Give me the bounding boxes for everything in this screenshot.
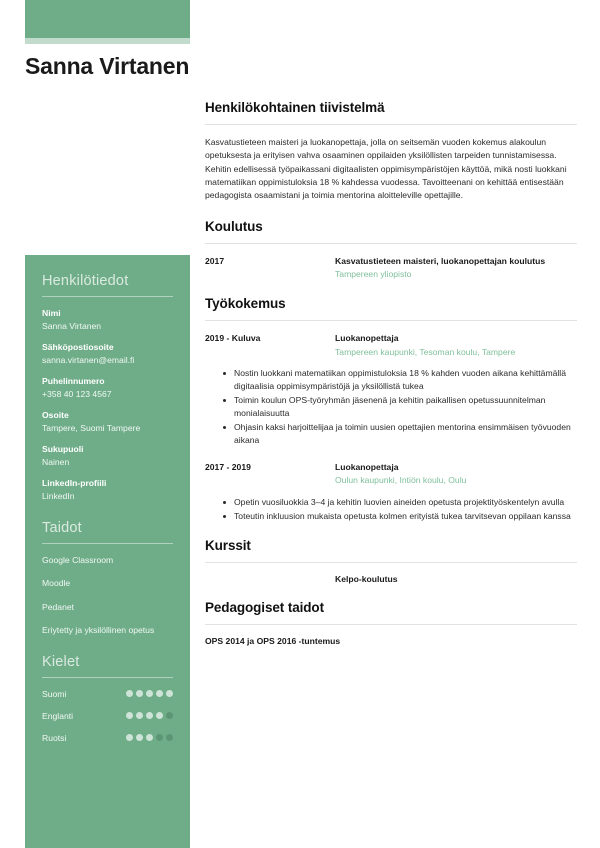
list-item bbox=[42, 689, 173, 699]
entry-subtitle: Tampereen kaupunki, Tesoman koulu, Tampere bbox=[335, 346, 516, 357]
level-dot-filled bbox=[166, 690, 173, 697]
experience-entry bbox=[205, 461, 577, 487]
list-item: Pedanet bbox=[42, 601, 75, 612]
level-dot-empty bbox=[156, 734, 163, 741]
entry-title: Luokanopettaja bbox=[335, 333, 399, 344]
sidebar-heading-languages: Kielet bbox=[42, 653, 80, 670]
contact-item-nimi bbox=[42, 308, 173, 332]
sidebar-divider-languages bbox=[42, 677, 173, 678]
contact-item-address bbox=[42, 410, 173, 434]
contact-label: Puhelinnumero bbox=[42, 376, 105, 387]
contact-label: Nimi bbox=[42, 308, 61, 318]
level-dot-filled bbox=[136, 690, 143, 697]
contact-label: Sähköpostiosoite bbox=[42, 342, 114, 353]
level-dot-filled bbox=[146, 712, 153, 719]
entry-date: 2017 - 2019 bbox=[205, 461, 251, 472]
level-dot-empty bbox=[166, 712, 173, 719]
main-content bbox=[205, 100, 577, 662]
level-dot-filled bbox=[146, 690, 153, 697]
section-pedagogy bbox=[205, 600, 577, 646]
contact-value[interactable]: sanna.virtanen@email.fi bbox=[42, 354, 135, 365]
list-item: Toimin koulun OPS-työryhmän jäsenenä ja kehitin paikallisen opetussuunnitelman monialaisuutta bbox=[223, 394, 577, 420]
level-dot-filled bbox=[136, 712, 143, 719]
header-accent-bar bbox=[25, 0, 190, 38]
entry-body bbox=[335, 255, 577, 281]
list-item bbox=[42, 733, 173, 743]
entry-body bbox=[335, 461, 577, 487]
section-summary bbox=[205, 100, 577, 203]
contact-label: Sukupuoli bbox=[42, 444, 84, 455]
section-divider bbox=[205, 562, 577, 563]
entry-subtitle: Tampereen yliopisto bbox=[335, 268, 412, 279]
language-level-dots bbox=[126, 734, 173, 741]
language-level-dots bbox=[126, 690, 173, 697]
list-item bbox=[42, 711, 173, 721]
education-entry bbox=[205, 255, 577, 281]
summary-text: Kasvatustieteen maisteri ja luokanopettaja, jolla on seitsemän vuoden kokemus alakoulun opetuksesta ja erityisen vahva osaaminen oppilaiden yksilöllisten tarpeiden tunnistamisessa. Kehitin edellisessä työpaikassani digitaalisten oppimisympäristöjen käyttöä, mikä nosti luokkani matematiikan oppimistuloksia 18 % kahdessa vuodessa. Tavoitteenani on kehittää entisestään pedagogista osaamistani ja toimia mentorina aloitteleville opettajille. bbox=[205, 137, 567, 201]
contact-label: Osoite bbox=[42, 410, 69, 421]
course-entry: Kelpo-koulutus bbox=[335, 574, 398, 585]
list-item: Toteutin inkluusion mukaista opetusta kolmen erityistä tukea tarvitsevan oppilaan kanssa bbox=[223, 510, 577, 523]
entry-body bbox=[335, 332, 577, 358]
language-level-dots bbox=[126, 712, 173, 719]
sidebar bbox=[25, 255, 190, 848]
header-accent-underline bbox=[25, 38, 190, 44]
section-title-pedagogy: Pedagogiset taidot bbox=[205, 600, 324, 616]
list-item: Eriytetty ja yksilöllinen opetus bbox=[42, 624, 155, 635]
section-divider bbox=[205, 243, 577, 244]
sidebar-section-skills bbox=[42, 520, 173, 636]
level-dot-filled bbox=[156, 690, 163, 697]
contact-item-linkedin bbox=[42, 478, 173, 502]
level-dot-empty bbox=[166, 734, 173, 741]
sidebar-section-personal bbox=[42, 273, 173, 502]
contact-value: Tampere, Suomi Tampere bbox=[42, 422, 141, 433]
section-experience bbox=[205, 296, 577, 522]
level-dot-filled bbox=[156, 712, 163, 719]
list-item: Opetin vuosiluokkia 3–4 ja kehitin luovien aineiden opetusta projektityöskentelyn avulla bbox=[223, 496, 577, 509]
sidebar-section-languages bbox=[42, 654, 173, 743]
section-divider bbox=[205, 124, 577, 125]
level-dot-filled bbox=[126, 712, 133, 719]
language-name: Suomi bbox=[42, 688, 67, 699]
section-title-experience: Työkokemus bbox=[205, 296, 286, 312]
contact-item-phone bbox=[42, 376, 173, 400]
sidebar-divider-skills bbox=[42, 543, 173, 544]
pedagogy-entry: OPS 2014 ja OPS 2016 -tuntemus bbox=[205, 636, 341, 647]
page-title: Sanna Virtanen bbox=[25, 53, 190, 79]
contact-item-email bbox=[42, 342, 173, 366]
section-title-summary: Henkilökohtainen tiivistelmä bbox=[205, 100, 385, 115]
entry-title: Luokanopettaja bbox=[335, 461, 399, 472]
list-item: Ohjasin kaksi harjoittelijaa ja toimin uusien opettajien mentorina ensimmäisen työvuoden aikana bbox=[223, 421, 577, 447]
entry-date: 2017 bbox=[205, 255, 225, 266]
language-name: Englanti bbox=[42, 710, 74, 721]
level-dot-filled bbox=[136, 734, 143, 741]
sidebar-heading-skills: Taidot bbox=[42, 520, 82, 537]
entry-subtitle: Oulun kaupunki, Intiön koulu, Oulu bbox=[335, 474, 467, 485]
language-name: Ruotsi bbox=[42, 732, 67, 743]
contact-label: LinkedIn-profiili bbox=[42, 478, 107, 489]
section-title-courses: Kurssit bbox=[205, 538, 251, 554]
level-dot-filled bbox=[126, 690, 133, 697]
experience-bullets bbox=[223, 496, 577, 523]
list-item: Moodle bbox=[42, 578, 71, 589]
experience-bullets bbox=[223, 367, 577, 446]
experience-entry bbox=[205, 332, 577, 358]
sidebar-divider-personal bbox=[42, 296, 173, 297]
section-education bbox=[205, 219, 577, 281]
level-dot-filled bbox=[146, 734, 153, 741]
sidebar-heading-personal: Henkilötiedot bbox=[42, 273, 129, 289]
contact-value: +358 40 123 4567 bbox=[42, 388, 112, 399]
entry-title: Kasvatustieteen maisteri, luokanopettajan koulutus bbox=[335, 255, 546, 266]
section-divider bbox=[205, 624, 577, 625]
contact-value: Sanna Virtanen bbox=[42, 320, 102, 331]
section-courses bbox=[205, 538, 577, 584]
contact-value: Nainen bbox=[42, 456, 70, 467]
contact-item-gender bbox=[42, 444, 173, 468]
list-item: Nostin luokkani matematiikan oppimistuloksia 18 % kahden vuoden aikana kehittämällä digitaalisia oppimisympäristöjä ja yksilöllistä tukea bbox=[223, 367, 577, 393]
section-title-education: Koulutus bbox=[205, 218, 263, 234]
section-divider bbox=[205, 320, 577, 321]
entry-date: 2019 - Kuluva bbox=[205, 333, 261, 344]
list-item: Google Classroom bbox=[42, 555, 114, 566]
level-dot-filled bbox=[126, 734, 133, 741]
contact-value-link[interactable]: LinkedIn bbox=[42, 490, 75, 501]
